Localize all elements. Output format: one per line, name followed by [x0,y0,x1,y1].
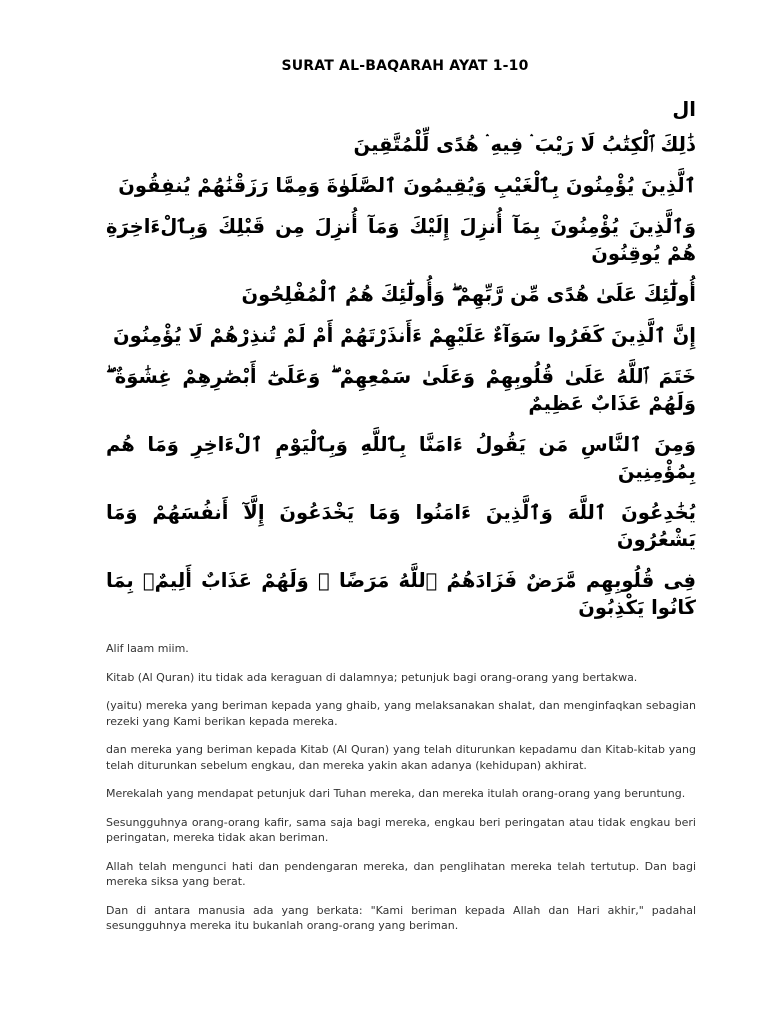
ayah-10: فِى قُلُوبِهِم مَّرَضٌ فَزَادَهُمُ ٱللَّهُ مَرَضًا ۖ وَلَهُمْ عَذَابٌ أَلِيمٌۢ بِمَا كَانُوا يَكْذِبُونَ [106,569,696,619]
translation-1: Alif laam miim. [106,642,189,655]
translation-4: dan mereka yang beriman kepada Kitab (Al Quran) yang telah diturunkan kepadamu dan Kitab-kitab yang telah diturunkan sebelum engkau, dan mereka yakin akan adanya (kehidupan) akhirat. [106,743,696,772]
translation-3: (yaitu) mereka yang beriman kepada yang ghaib, yang melaksanakan shalat, dan menginfaqkan sebagian rezeki yang Kami berikan kepada mereka. [106,699,696,728]
translation-7: Allah telah mengunci hati dan pendengaran mereka, dan penglihatan mereka telah tertutup. Dan bagi mereka siksa yang berat. [106,859,696,888]
ayah-8: وَمِنَ ٱلنَّاسِ مَن يَقُولُ ءَامَنَّا بِٱللَّهِ وَبِٱلْيَوْمِ ٱلْءَاخِرِ وَمَا هُم بِمُؤْمِنِينَ [106,433,696,483]
translation-8: Dan di antara manusia ada yang berkata: "Kami beriman kepada Allah dan Hari akhir," padahal sesungguhnya mereka itu bukanlah orang-orang yang beriman. [106,903,696,932]
arabic-verses [106,96,696,621]
translation-list [106,641,696,934]
ayah-1: ال [672,98,696,121]
ayah-4: وَٱلَّذِينَ يُؤْمِنُونَ بِمَآ أُنزِلَ إِلَيْكَ وَمَآ أُنزِلَ مِن قَبْلِكَ وَبِٱلْءَاخِرَةِ هُمْ يُوقِنُونَ [106,215,696,265]
ayah-5: أُولَٰٓئِكَ عَلَىٰ هُدًى مِّن رَّبِّهِمْ ۖ وَأُولَٰٓئِكَ هُمُ ٱلْمُفْلِحُونَ [241,283,696,306]
translation-5: Merekalah yang mendapat petunjuk dari Tuhan mereka, dan mereka itulah orang-orang yang beruntung. [106,787,686,800]
ayah-7: خَتَمَ ٱللَّهُ عَلَىٰ قُلُوبِهِمْ وَعَلَىٰ سَمْعِهِمْ ۖ وَعَلَىٰٓ أَبْصَٰرِهِمْ غِشَٰوَةٌ ۖ وَلَهُمْ عَذَابٌ عَظِيمٌ [106,365,696,415]
ayah-9: يُخَٰدِعُونَ ٱللَّهَ وَٱلَّذِينَ ءَامَنُوا وَمَا يَخْدَعُونَ إِلَّآ أَنفُسَهُمْ وَمَا يَشْعُرُونَ [106,501,696,551]
translation-6: Sesungguhnya orang-orang kafir, sama saja bagi mereka, engkau beri peringatan atau tidak engkau beri peringatan, mereka tidak akan beriman. [106,815,696,844]
translation-2: Kitab (Al Quran) itu tidak ada keraguan di dalamnya; petunjuk bagi orang-orang yang bertakwa. [106,670,638,684]
ayah-2: ذَٰلِكَ ٱلْكِتَٰبُ لَا رَيْبَ ۛ فِيهِ ۛ هُدًى لِّلْمُتَّقِينَ [353,133,696,156]
ayah-3: ٱلَّذِينَ يُؤْمِنُونَ بِٱلْغَيْبِ وَيُقِيمُونَ ٱلصَّلَوٰةَ وَمِمَّا رَزَقْنَٰهُمْ يُنفِقُونَ [118,174,696,197]
ayah-6: إِنَّ ٱلَّذِينَ كَفَرُوا سَوَآءٌ عَلَيْهِمْ ءَأَنذَرْتَهُمْ أَمْ لَمْ تُنذِرْهُمْ لَا يُؤْمِنُونَ [113,324,696,347]
document-title: SURAT AL-BAQARAH AYAT 1-10 [281,58,529,74]
